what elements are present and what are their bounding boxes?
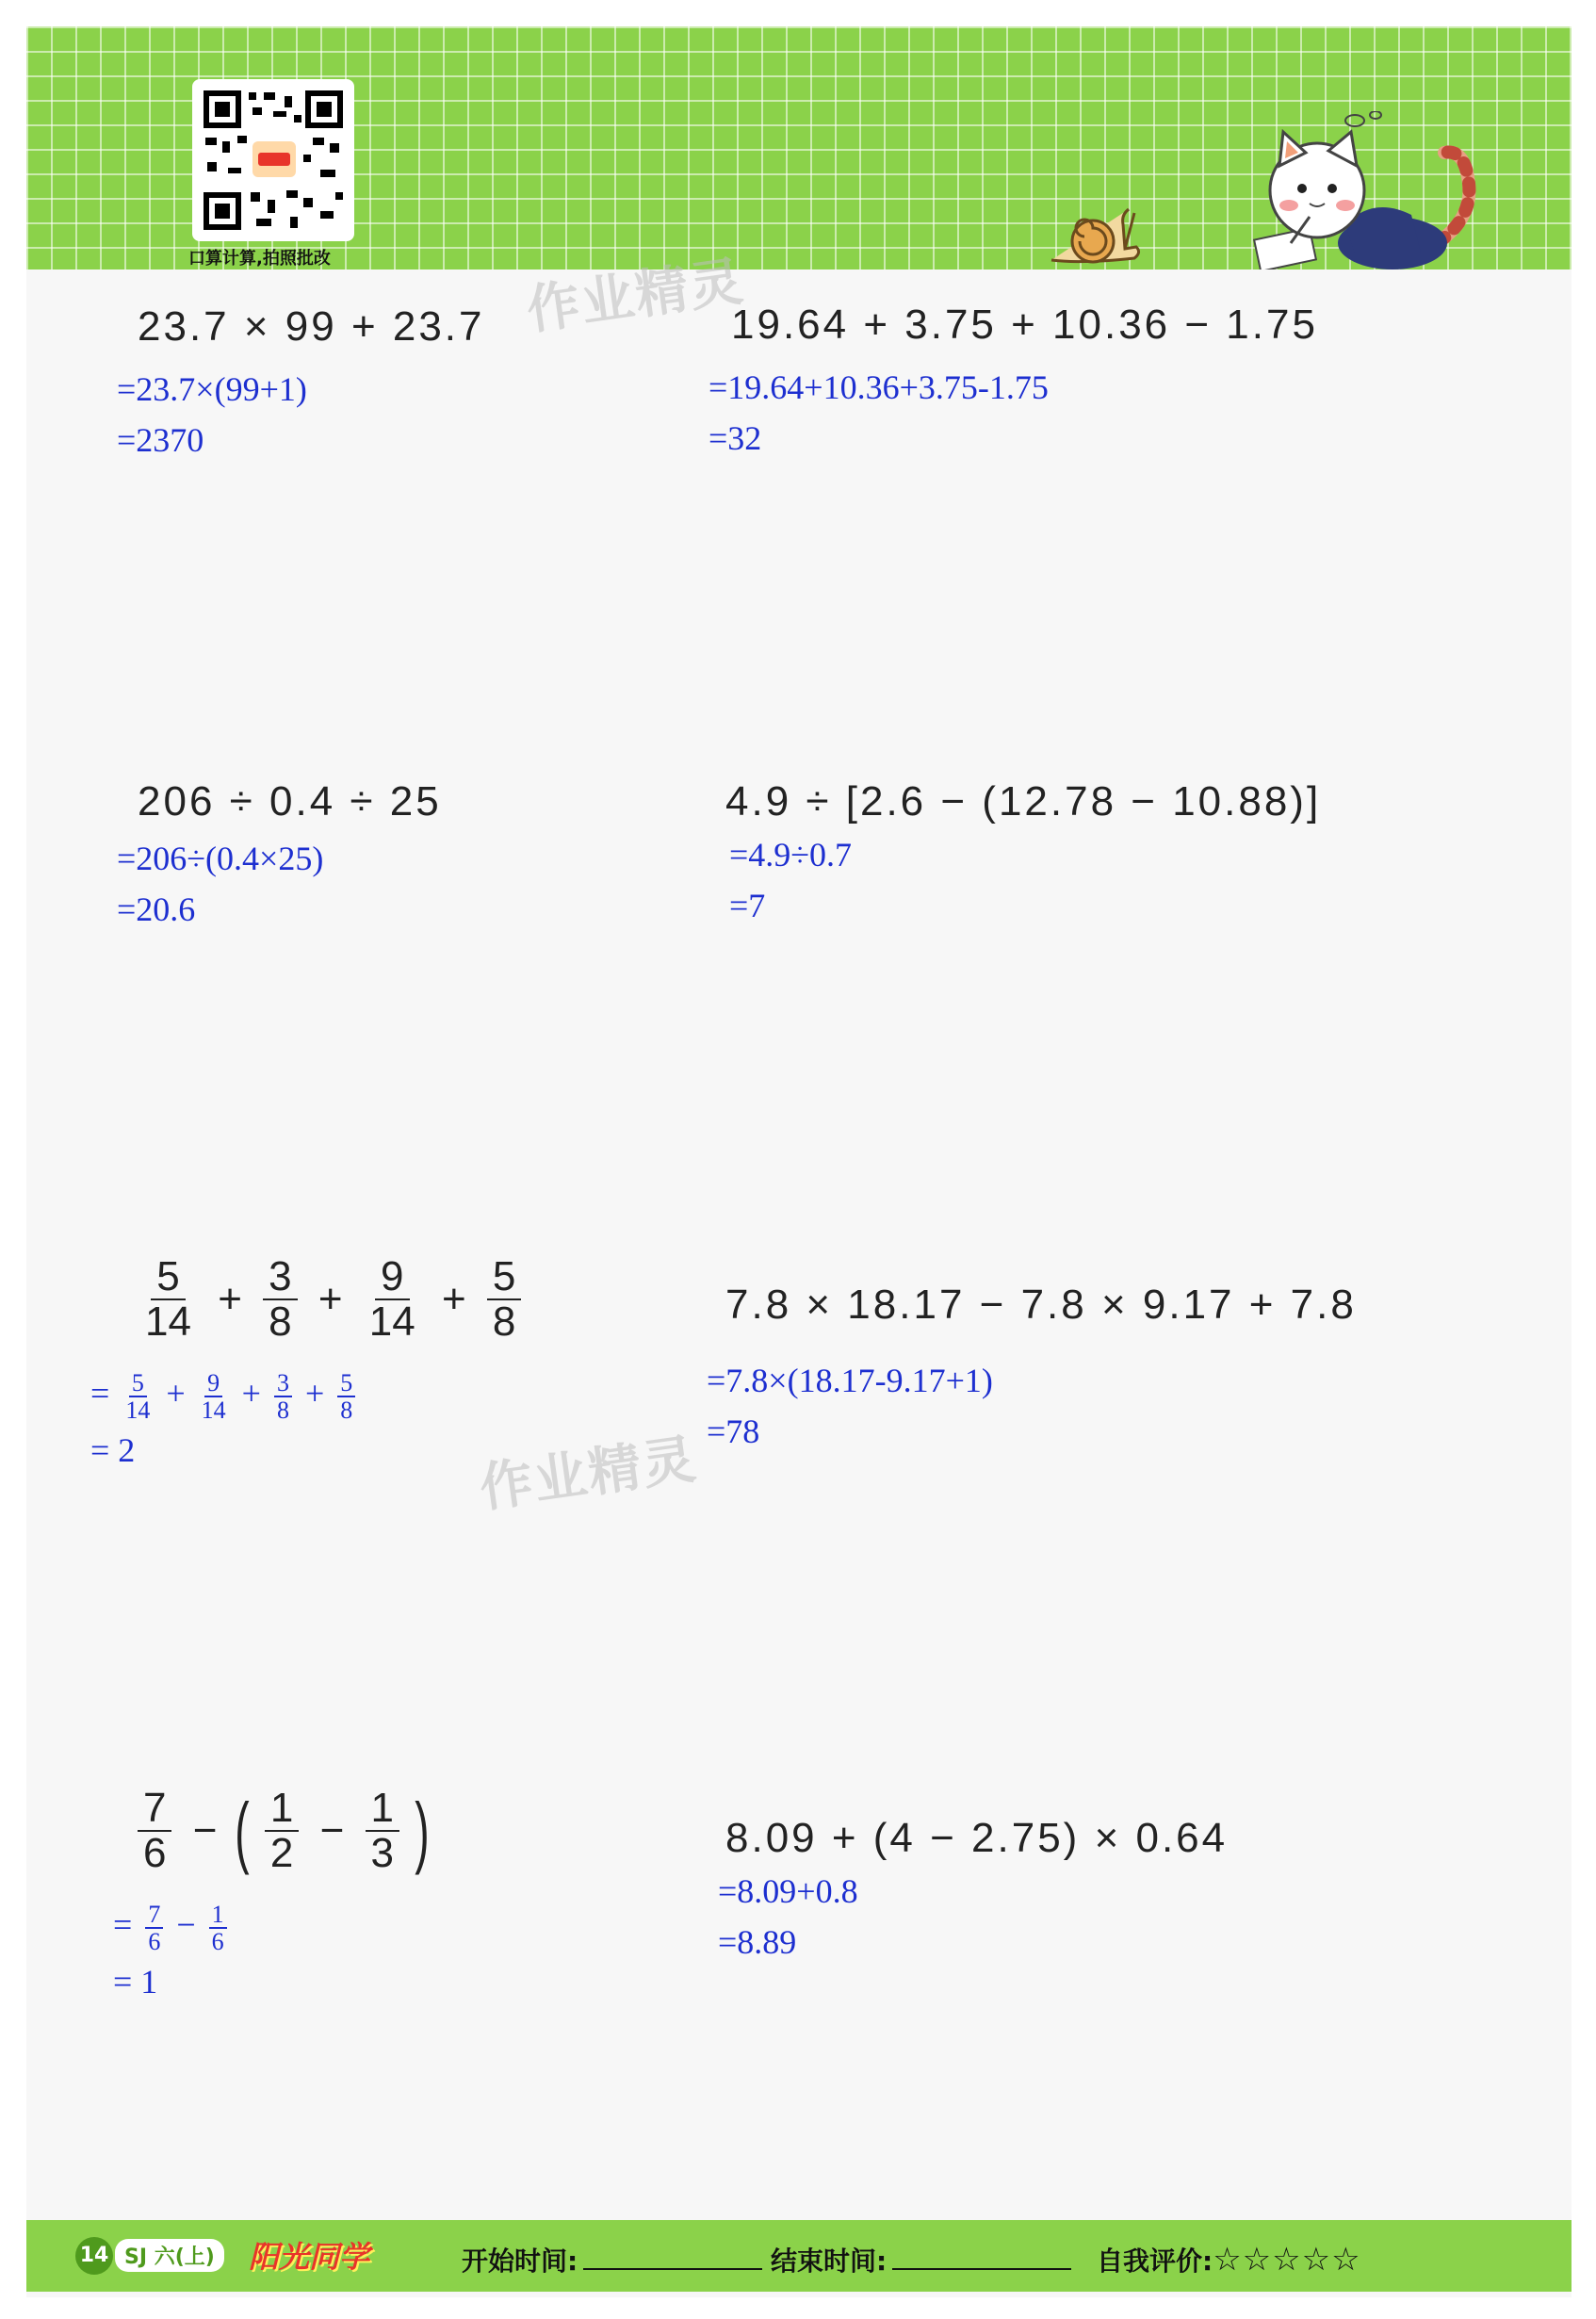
fraction: $\frac{7}{6}$ [138, 1787, 171, 1875]
problem-3-expression: 206 ÷ 0.4 ÷ 25 [138, 778, 442, 825]
watermark: 作业精灵 [523, 251, 749, 342]
qr-code[interactable] [192, 79, 354, 241]
header-banner [26, 26, 1572, 269]
grade-badge: SJ 六(上) [115, 2239, 224, 2272]
page-number: 14 [75, 2237, 113, 2275]
problem-8-expression: 8.09 + (4 − 2.75) × 0.64 [725, 1815, 1229, 1861]
end-time-field[interactable] [771, 2241, 1071, 2278]
problem-1-expression: 23.7 × 99 + 23.7 [138, 303, 485, 350]
start-time-field[interactable] [462, 2241, 762, 2278]
problem-8-step-1: =8.09+0.8 [718, 1872, 858, 1910]
snail-icon [1044, 205, 1148, 268]
star-rating-icon[interactable]: ☆☆☆☆☆ [1213, 2241, 1361, 2278]
problem-6-step-2: =78 [707, 1413, 760, 1450]
problem-4-step-1: =4.9÷0.7 [729, 836, 853, 874]
brand-logo: 阳光同学 [249, 2239, 370, 2275]
problem-1-step-1: =23.7×(99+1) [117, 370, 307, 408]
problem-5-result: = 2 [90, 1431, 136, 1469]
problem-3-step-2: =20.6 [117, 890, 196, 928]
end-time-input[interactable] [892, 2249, 1071, 2270]
watermark: 作业精灵 [476, 1429, 702, 1520]
footer-bar [26, 2220, 1572, 2292]
fraction: $\frac{5}{8}$ [487, 1255, 521, 1344]
start-time-input[interactable] [583, 2249, 762, 2270]
qr-caption: 口算计算,拍照批改 [188, 249, 331, 269]
problem-5-expression: $\frac{5}{14}$ + $\frac{3}{8}$ + $\frac{9}{14}$ + $\frac{5}{8}$ [136, 1255, 525, 1344]
problem-3-step-1: =206÷(0.4×25) [117, 840, 324, 877]
problem-8-step-2: =8.89 [718, 1923, 797, 1961]
worksheet-content [26, 269, 1572, 2220]
problem-2-step-1: =19.64+10.36+3.75-1.75 [708, 368, 1049, 406]
problem-1-step-2: =2370 [117, 421, 204, 459]
qr-code-icon [200, 87, 347, 234]
fraction: $\frac{1}{3}$ [366, 1787, 399, 1875]
fraction: $\frac{9}{14}$ [368, 1253, 415, 1346]
fraction: $\frac{1}{2}$ [265, 1787, 299, 1875]
fraction: $\frac{3}{8}$ [263, 1255, 297, 1344]
problem-4-expression: 4.9 ÷ [2.6 − (12.78 − 10.88)] [725, 778, 1322, 825]
problem-2-expression: 19.64 + 3.75 + 10.36 − 1.75 [731, 302, 1318, 348]
problem-4-step-2: =7 [729, 887, 766, 924]
problem-7-expression: $\frac{7}{6}$ − ( $\frac{1}{2}$ − $\frac{1}{3}$ ) [134, 1787, 430, 1875]
start-time-label: 开始时间: [462, 2246, 578, 2277]
fraction: $\frac{5}{14}$ [145, 1253, 191, 1346]
problem-2-step-2: =32 [708, 419, 762, 457]
problem-5-step-1: = $\frac{5}{14}$ + $\frac{9}{14}$ + $\frac{3}{8}$ + $\frac{5}{8}$ [90, 1370, 360, 1424]
problem-7-step-1: = $\frac{7}{6}$ − $\frac{1}{6}$ [113, 1902, 232, 1955]
self-eval-field [1097, 2241, 1361, 2278]
problem-6-expression: 7.8 × 18.17 − 7.8 × 9.17 + 7.8 [725, 1282, 1357, 1328]
cat-illustration [1223, 111, 1496, 269]
self-eval-label: 自我评价: [1097, 2246, 1213, 2277]
problem-6-step-1: =7.8×(18.17-9.17+1) [707, 1362, 993, 1399]
problem-7-result: = 1 [113, 1963, 158, 2001]
end-time-label: 结束时间: [771, 2246, 888, 2277]
